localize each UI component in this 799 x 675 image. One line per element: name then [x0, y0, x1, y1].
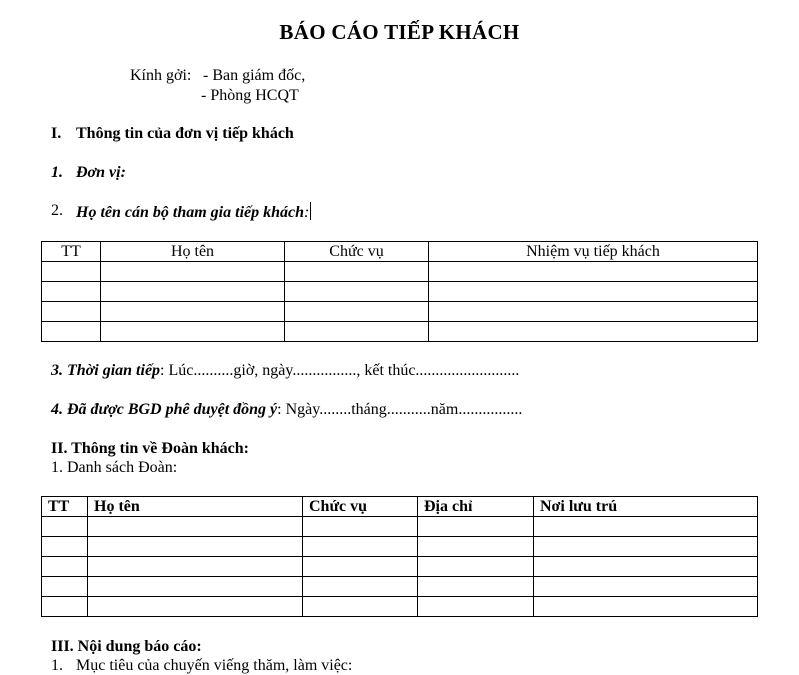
reception-time-fill: : Lúc..........giờ, ngày................, kết thúc.......................... [160, 362, 520, 379]
delegation-table-cell[interactable] [534, 557, 758, 577]
delegation-table-header-cell: Chức vụ [303, 497, 418, 517]
staff-table-cell[interactable] [429, 282, 758, 302]
delegation-table-cell[interactable] [418, 537, 534, 557]
delegation-table-row [42, 537, 758, 557]
staff-names-label-text: Họ tên cán bộ tham gia tiếp khách [76, 204, 305, 221]
staff-table-cell[interactable] [285, 322, 429, 342]
delegation-table-cell[interactable] [303, 577, 418, 597]
staff-table [41, 241, 758, 342]
item-1-number: 1. [51, 164, 63, 181]
section-1-number: I. [51, 125, 62, 142]
staff-table-row [42, 302, 758, 322]
delegation-table-cell[interactable] [88, 577, 303, 597]
section-3-heading: III. Nội dung báo cáo: [51, 638, 202, 655]
delegation-table-header-cell: Địa chỉ [418, 497, 534, 517]
delegation-table-cell[interactable] [534, 517, 758, 537]
delegation-table-cell[interactable] [418, 577, 534, 597]
staff-table-header-cell: Chức vụ [285, 242, 429, 262]
delegation-table-cell[interactable] [42, 577, 88, 597]
recipient-line-2: - Phòng HCQT [201, 87, 299, 104]
delegation-table-cell[interactable] [42, 597, 88, 617]
delegation-table-cell[interactable] [303, 517, 418, 537]
staff-names-label [76, 202, 311, 222]
delegation-table-cell[interactable] [303, 597, 418, 617]
delegation-table-header-cell: Họ tên [88, 497, 303, 517]
delegation-table-cell[interactable] [42, 537, 88, 557]
delegation-table-cell[interactable] [42, 517, 88, 537]
item-2-number: 2. [51, 202, 63, 219]
delegation-table-header-row [42, 497, 758, 517]
delegation-table-row [42, 557, 758, 577]
approval-fill: : Ngày........tháng...........năm................ [277, 401, 523, 418]
staff-table-cell[interactable] [285, 262, 429, 282]
recipient-line-1: - Ban giám đốc, [203, 67, 306, 84]
delegation-table-header-cell: TT [42, 497, 88, 517]
staff-table-cell[interactable] [101, 322, 285, 342]
delegation-table-cell[interactable] [303, 557, 418, 577]
delegation-table [41, 496, 758, 617]
document-title: BÁO CÁO TIẾP KHÁCH [279, 20, 520, 44]
recipient-label: Kính gởi: [130, 67, 192, 84]
staff-table-row [42, 322, 758, 342]
staff-table-cell[interactable] [285, 282, 429, 302]
staff-table-cell[interactable] [101, 262, 285, 282]
delegation-table-header-cell: Nơi lưu trú [534, 497, 758, 517]
delegation-list-label: 1. Danh sách Đoàn: [51, 459, 178, 476]
staff-table-cell[interactable] [42, 322, 101, 342]
staff-table-row [42, 282, 758, 302]
section-3-item-1-text: Mục tiêu của chuyến viếng thăm, làm việc: [76, 657, 353, 674]
staff-table-cell[interactable] [101, 282, 285, 302]
delegation-table-cell[interactable] [418, 517, 534, 537]
section-1-heading: Thông tin của đơn vị tiếp khách [76, 125, 294, 142]
delegation-table-cell[interactable] [418, 557, 534, 577]
delegation-table-cell[interactable] [42, 557, 88, 577]
staff-table-cell[interactable] [429, 322, 758, 342]
staff-table-cell[interactable] [101, 302, 285, 322]
delegation-table-cell[interactable] [418, 597, 534, 617]
staff-table-cell[interactable] [42, 262, 101, 282]
delegation-table-cell[interactable] [88, 557, 303, 577]
delegation-table-cell[interactable] [534, 577, 758, 597]
delegation-table-cell[interactable] [88, 537, 303, 557]
approval-row [51, 401, 522, 419]
text-caret [310, 202, 311, 220]
staff-table-cell[interactable] [42, 302, 101, 322]
delegation-table-row [42, 577, 758, 597]
delegation-table-cell[interactable] [88, 597, 303, 617]
delegation-table-cell[interactable] [534, 537, 758, 557]
approval-label: 4. Đã được BGD phê duyệt đồng ý [51, 401, 278, 418]
staff-table-header-row [42, 242, 758, 262]
staff-table-cell[interactable] [429, 262, 758, 282]
reception-time-label: 3. Thời gian tiếp [51, 362, 161, 379]
delegation-table-cell[interactable] [303, 537, 418, 557]
section-3-item-1-number: 1. [51, 657, 63, 674]
delegation-table-row [42, 597, 758, 617]
staff-table-cell[interactable] [285, 302, 429, 322]
section-2-heading: II. Thông tin về Đoàn khách: [51, 440, 249, 457]
delegation-table-cell[interactable] [534, 597, 758, 617]
staff-table-cell[interactable] [42, 282, 101, 302]
staff-table-row [42, 262, 758, 282]
staff-names-colon: : [304, 204, 310, 221]
delegation-table-cell[interactable] [88, 517, 303, 537]
staff-table-header-cell: Nhiệm vụ tiếp khách [429, 242, 758, 262]
delegation-table-row [42, 517, 758, 537]
staff-table-cell[interactable] [429, 302, 758, 322]
reception-time-row [51, 362, 519, 380]
staff-table-header-cell: TT [42, 242, 101, 262]
unit-label: Đơn vị: [76, 164, 126, 181]
staff-table-header-cell: Họ tên [101, 242, 285, 262]
